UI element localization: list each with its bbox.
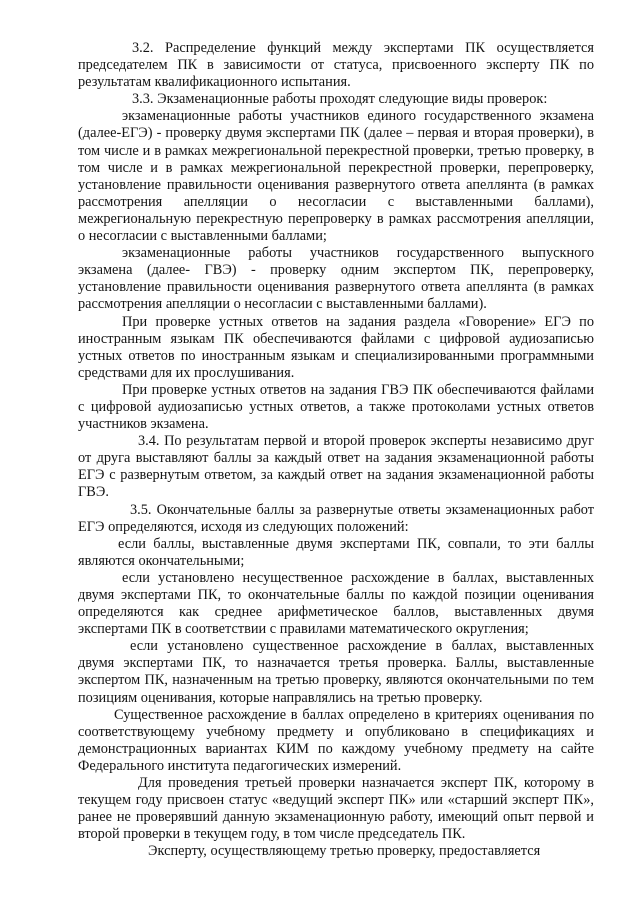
- paragraph-3-5: 3.5. Окончательные баллы за развернутые ответы экзаменационных работ ЕГЭ определяются, исходя из следующих положений:: [78, 501, 594, 535]
- document-page: [78, 40, 594, 860]
- paragraph-oral-gve: При проверке устных ответов на задания ГВЭ ПК обеспечиваются файлами с цифровой аудиозаписью устных ответов, а также протоколами устных ответов участников экзамена.: [78, 381, 594, 433]
- paragraph-3-3: 3.3. Экзаменационные работы проходят следующие виды проверок:: [132, 91, 548, 108]
- paragraph-ege-checks: экзаменационные работы участников единого государственного экзамена (далее-ЕГЭ) - проверку двумя экспертами ПК (далее – первая и вторая проверки), в том числе и в рамках межрегиональной перекрестной проверки, третью проверку, в том числе и в рамках межрегиональной перекрестной проверки, перепроверку, установление правильности оценивания развернутого ответа апеллянта (в рамках рассмотрения апелляции о несогласии с выставленными баллами), межрегиональную перекрестную перепроверку в рамках рассмотрения апелляции, о несогласии с выставленными баллами;: [78, 108, 594, 245]
- paragraph-3-2: 3.2. Распределение функций между экспертами ПК осуществляется председателем ПК в зависимости от статуса, присвоенного эксперту ПК по результатам квалификационного испытания.: [78, 40, 594, 91]
- paragraph-3-4: 3.4. По результатам первой и второй проверок эксперты независимо друг от друга выставляют баллы за каждый ответ на задания экзаменационной работы ЕГЭ с развернутым ответом, за каждый ответ на задания экзаменационной работы ГВЭ.: [78, 433, 594, 501]
- paragraph-oral-foreign: При проверке устных ответов на задания раздела «Говорение» ЕГЭ по иностранным языкам ПК обеспечиваются файлами с цифровой аудиозаписью устных ответов по иностранным языкам и специализированными программными средствами для их прослушивания.: [78, 313, 594, 381]
- paragraph-major-difference: если установлено существенное расхождение в баллах, выставленных двумя экспертами ПК, то назначается третья проверка. Баллы, выставленные экспертом ПК, назначенным на третью проверку, являются окончательными по тем позициям оценивания, которые направлялись на третью проверку.: [78, 638, 594, 706]
- paragraph-third-check-expert: Для проведения третьей проверки назначается эксперт ПК, которому в текущем году присвоен статус «ведущий эксперт ПК» или «старший эксперт ПК», ранее не проверявший данную экзаменационную работу, имеющий опыт первой и второй проверки в текущем году, в том числе председатель ПК.: [78, 775, 594, 843]
- paragraph-third-check-provision: Эксперту, осуществляющему третью проверку, предоставляется: [148, 843, 541, 860]
- paragraph-gve-checks: экзаменационные работы участников государственного выпускного экзамена (далее- ГВЭ) - проверку одним экспертом ПК, перепроверку, установление правильности оценивания развернутого ответа апеллянта (в рамках рассмотрения апелляции о несогласии с выставленными баллами).: [78, 245, 594, 313]
- paragraph-difference-criteria: Существенное расхождение в баллах определено в критериях оценивания по соответствующему учебному предмету и опубликовано в спецификациях и демонстрационных вариантах КИМ по каждому учебному предмету на сайте Федерального института педагогических измерений.: [78, 706, 594, 774]
- paragraph-minor-difference: если установлено несущественное расхождение в баллах, выставленных двумя экспертами ПК, то окончательные баллы по каждой позиции оценивания определяются как среднее арифметическое баллов, выставленных двумя экспертами ПК в соответствии с правилами математического округления;: [78, 569, 594, 638]
- paragraph-scores-match: если баллы, выставленные двумя экспертами ПК, совпали, то эти баллы являются окончательными;: [78, 535, 594, 569]
